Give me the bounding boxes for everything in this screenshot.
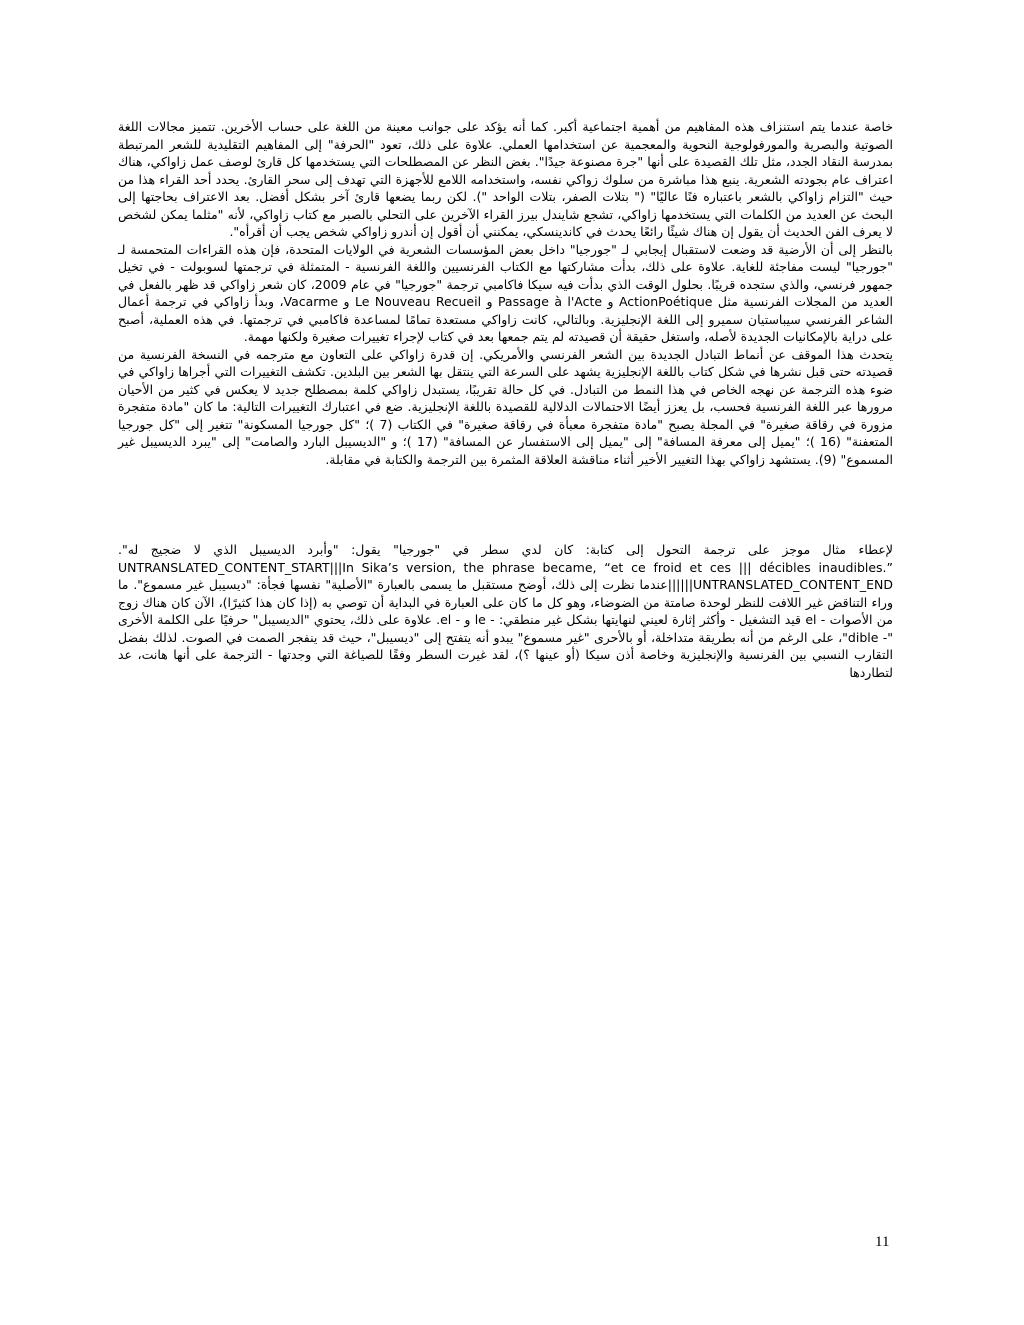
page-number: 11 (875, 1234, 890, 1250)
paragraph-1: خاصة عندما يتم استنزاف هذه المفاهيم من أهمية اجتماعية أكبر. كما أنه يؤكد على جوانب معينة من اللغة على حساب الأخرين. تتميز مجالات اللغة الصوتية والبصرية والمورفولوجية النحوية والمعجمية عن استخدامها العملي. علاوة على ذلك، تعود "الحرفة" إلى المفاهيم التقليدية للشعر المرتبطة بمدرسة النقاد الجدد، مثل تلك القصيدة على أنها "جرة مصنوعة جيدًا". بغض النظر عن المصطلحات التي يستخدمها كل قارئ لوصف عمل زاواكي، هناك اعتراف عام بجودته الشعرية. ينبع هذا مباشرة من سلوك زواكي نفسه، واستخدامه اللامع للأجهزة التي تهدف إلى سحر القارئ. يحدد أحد القراء هذا من حيث "التزام زاواكي بالشعر باعتباره فنًا عاليًا" (" بتلات الصفر، بتلات الواحد "). لكن ربما يضعها قارئ آخر بشكل أفضل. بعد الاعتراف بحاجتها إلى البحث عن العديد من الكلمات التي يستخدمها زاواكي، تشجع شايندل بيرز القراء الآخرين على التحلي بالصبر مع كتاب زاواكي، لأنه "مثلما يمكن لشخص لا يعرف الفن الحديث أن يقول إن هناك شيئًا رائعًا يحدث في كاندينسكي، يمكنني أن أقول إن أندرو زاواكي شخص يجب أن أقرأه". (118, 119, 893, 239)
paragraph-3: يتحدث هذا الموقف عن أنماط التبادل الجديدة بين الشعر الفرنسي والأمريكي. إن قدرة زاواكي على التعاون مع مترجمه في النسخة الفرنسية من قصيدته حتى قبل نشرها في شكل كتاب باللغة الإنجليزية يشهد على السرعة التي ينتقل بها الشعر بين البلدين. تكشف التغييرات التي أجراها زاواكي في ضوء هذه الترجمة عن نهجه الخاص في هذا النمط من التبادل. في كل حالة تقريبًا، يستبدل زاواكي كلمة بمصطلح جديد لا يعكس في كثير من الأحيان مرورها عبر اللغة الفرنسية فحسب، بل يعزز أيضًا الاحتمالات الدلالية للقصيدة باللغة الإنجليزية. ضع في اعتبارك التغييرات التالية: ما كان "مادة متفجرة مزورة في رقاقة صغيرة" في المجلة يصبح "مادة متفجرة معبأة في رقاقة صغيرة" في الكتاب (7 )؛ "كل جورجيا المسكونة" تتغير إلى "كل جورجيا المتعفنة" (16 )؛ "يميل إلى معرفة المسافة" إلى "يميل إلى الاستفسار عن المسافة" (17 )؛ و "الديسيبل البارد والصامت" إلى "يبرد الديسيبل غير المسموع" (9). يستشهد زاواكي بهذا التغيير الأخير أثناء مناقشة العلاقة المثمرة بين الترجمة والكتابة في مقابلة. (118, 346, 893, 467)
body-text-lower (118, 541, 893, 681)
paragraph-2: بالنظر إلى أن الأرضية قد وضعت لاستقبال إيجابي لـ "جورجيا" داخل بعض المؤسسات الشعرية في الولايات المتحدة، فإن هذه القراءات المتحمسة لـ "جورجيا" ليست مفاجئة للغاية. علاوة على ذلك، بدأت مشاركتها مع الكتاب الفرنسيين واللغة الفرنسية - المتمثلة في ترجمتها لسوبولت - في تخيل جمهور فرنسي، والذي ستجده قريبًا. بحلول الوقت الذي بدأت فيه سيكا فاكامبي ترجمة "جورجيا" في عام 2009، كان شعر زاواكي قد ظهر بالفعل في العديد من المجلات الفرنسية مثل ActionPoétique و Passage à l'Acte و Le Nouveau Recueil و Vacarme، وبدأ زاواكي في ترجمة أعمال الشاعر الفرنسي سيباستيان سميرو إلى اللغة الإنجليزية. وبالتالي، كانت زاواكي مستعدة تمامًا لمساعدة فاكامبي في ترجمتها. في هذه العملية، أصبح على دراية بالإمكانيات الجديدة لأصله، واستغل حقيقة أن قصيدته لم يتم جمعها بعد في كتاب لإجراء تغييرات صغيرة ولكنها مهمة. (118, 241, 894, 344)
paragraph-4: لإعطاء مثال موجز على ترجمة التحول إلى كتابة: كان لدي سطر في "جورجيا" يقول: "وأبرد الديسيبل الذي لا ضجيج له". UNTRANSLATED_CONTENT_START|||In Sika’s version, the phrase became, “et ce froid et ces ||| décibles inaudibles.” |||UNTRANSLATED_CONTENT_END|||عندما نظرت إلى ذلك، أوضح مستقبل ما يسمى بالعبارة "الأصلية" نفسها فجأة: "ديسيبل غير مسموع". ما وراء التناقض غير اللافت للنظر لوحدة صامتة من الضوضاء، وهو كل ما كان على العبارة في البداية أن توصي به (إذا كان هذا كثيرًا)، الآن كان هناك زوج من الأصوات - el قيد التشغيل - وأكثر إثارة لعيني لنهايتها بشكل غير منطقي: - le و - el. علاوة على ذلك، يحتوي "الديسيبل" حرفيًا على الكلمة الأخرى "- dible"، على الرغم من أنه بطريقة متداخلة، أو بالأحرى "غير مسموع" يبدو أنه يتفتح إلى "ديسيبل"، حيث قد ينفجر الصمت في الصوت. لذلك بفضل التقارب النسبي بين الفرنسية والإنجليزية وخاصة أذن سيكا (أو عينها ؟)، لقد غيرت السطر وفقًا للصياغة التي وجدتها - الترجمة على أنها هانت، عد لتطاردها (118, 542, 894, 680)
body-text-upper (118, 118, 893, 468)
